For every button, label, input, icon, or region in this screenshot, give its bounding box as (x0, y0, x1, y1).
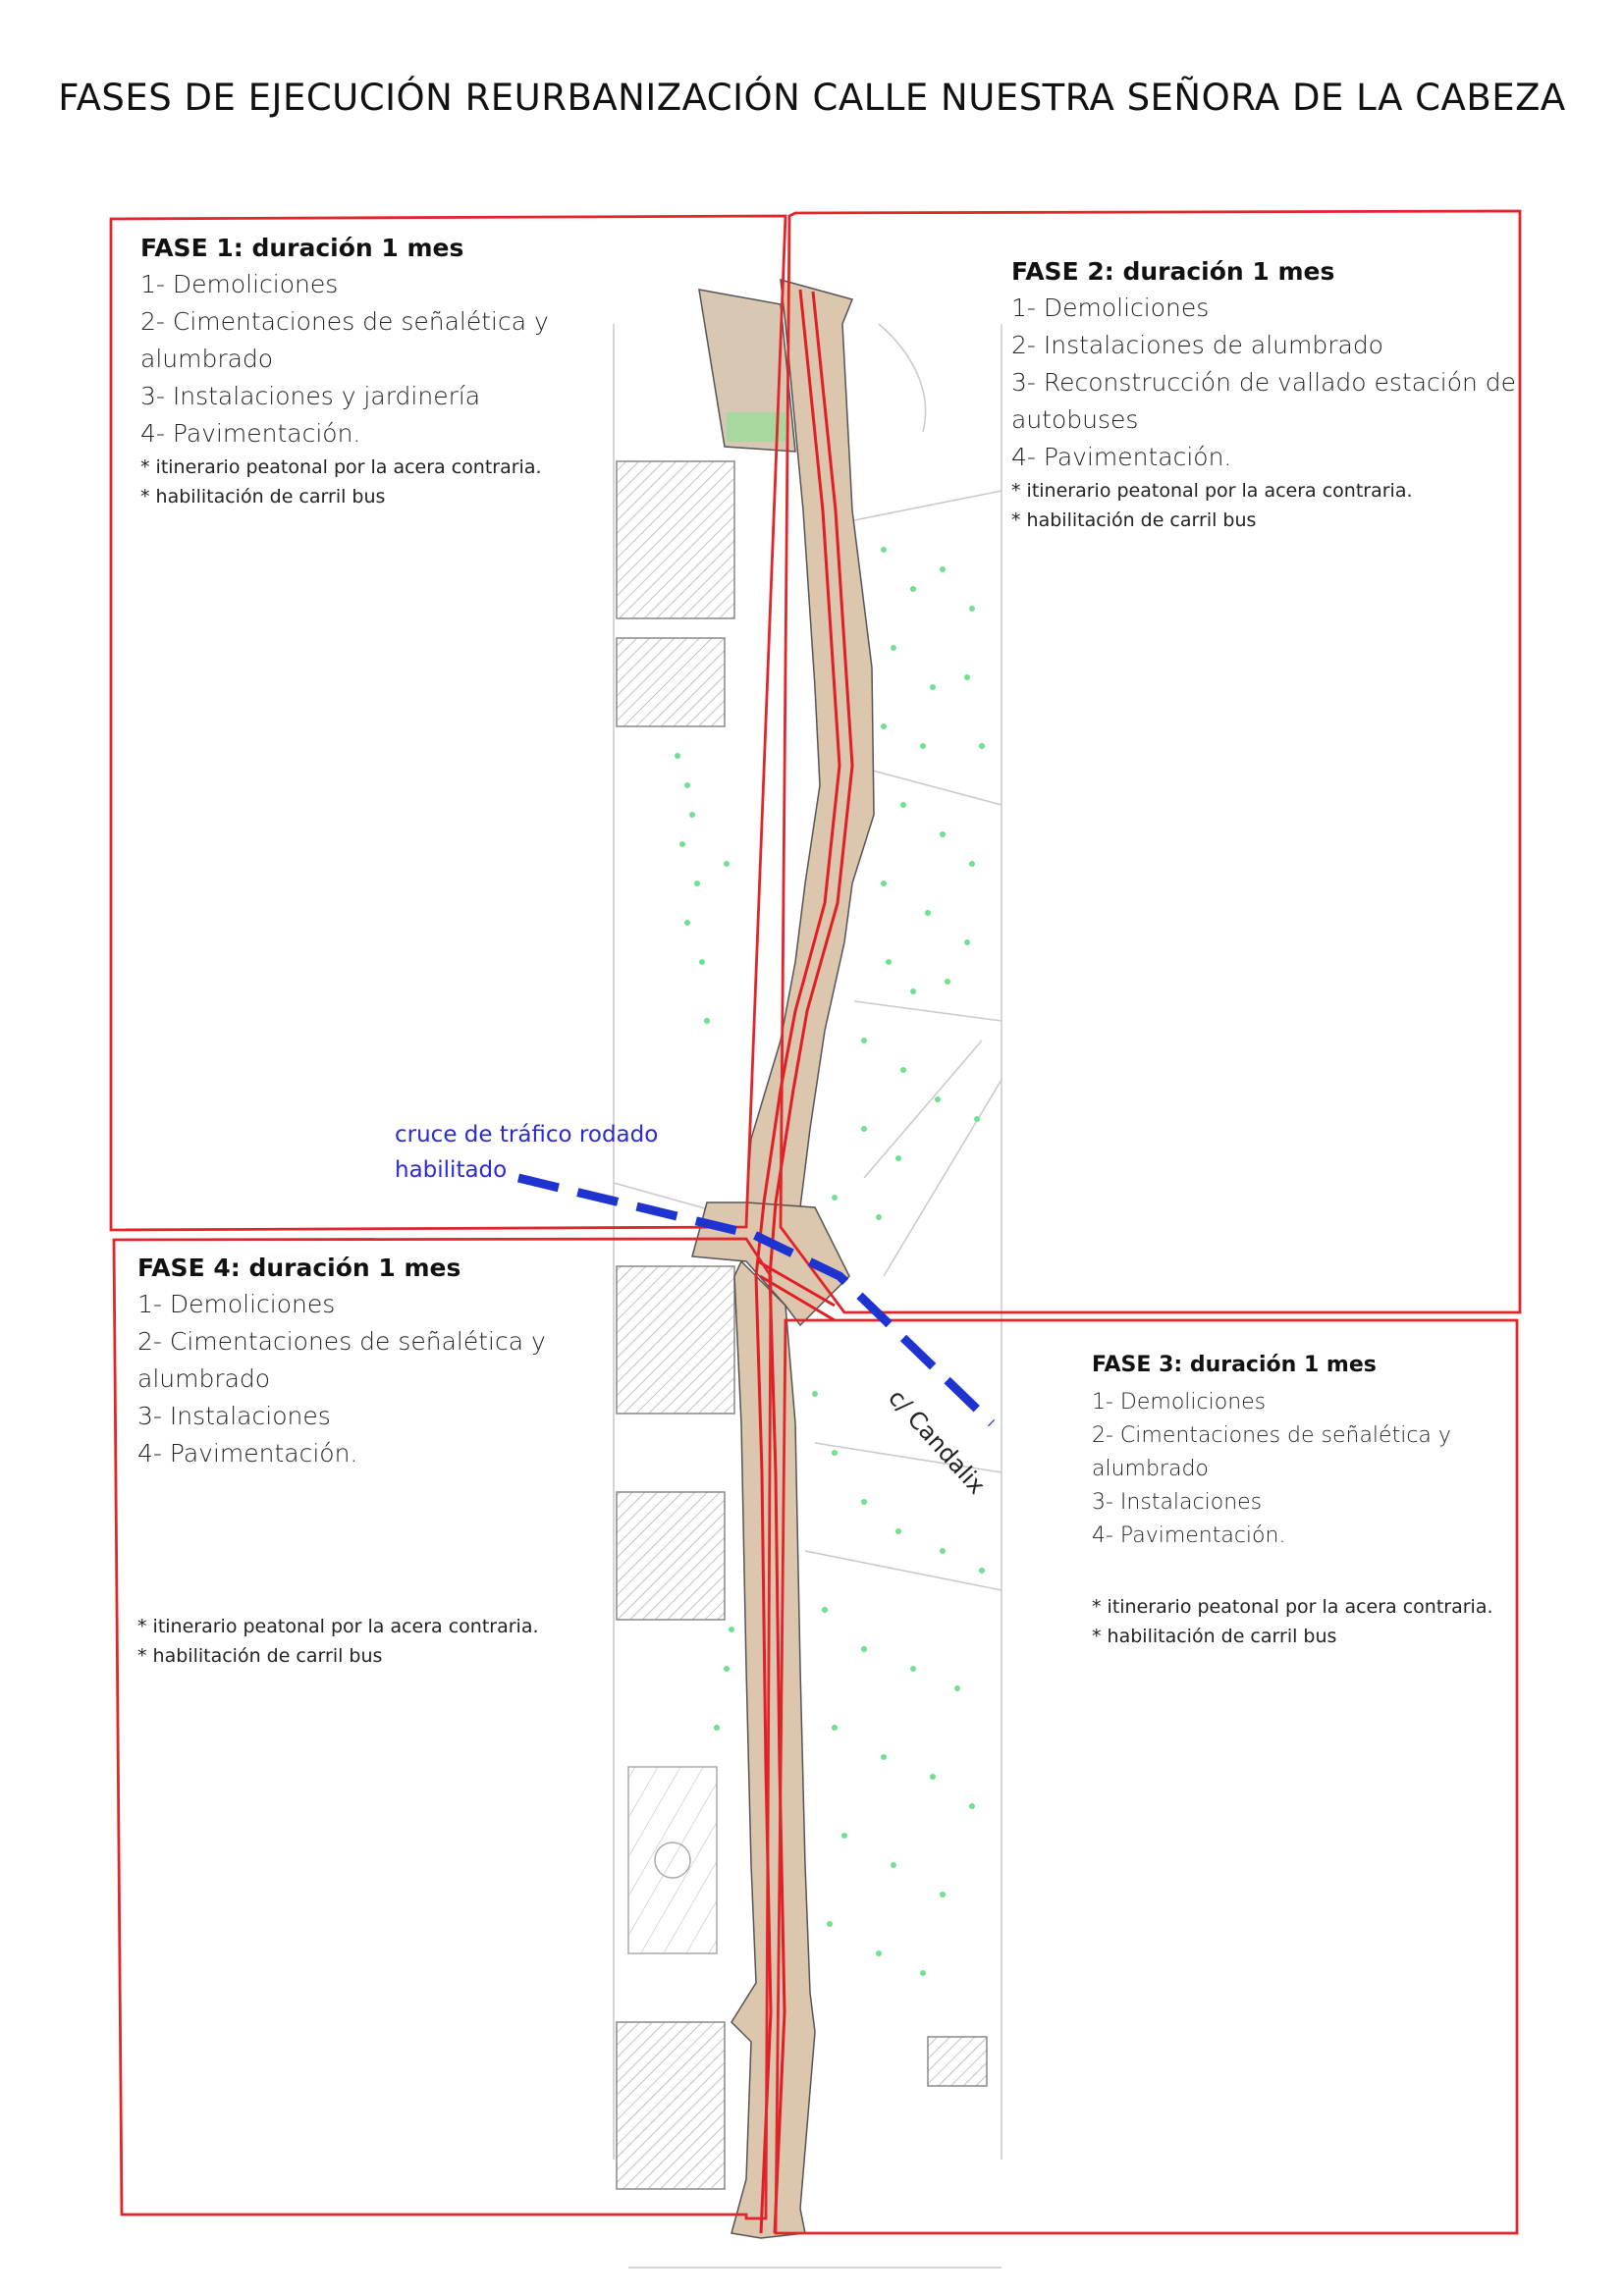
phase-4-task: 3- Instalaciones (137, 1402, 331, 1430)
phase-1-task: 2- Cimentaciones de señalética y (140, 307, 549, 336)
phase-3-task: 1- Demoliciones (1092, 1390, 1267, 1415)
phase-3-task: 4- Pavimentación. (1092, 1523, 1286, 1548)
crossing-label-line: habilitado (395, 1157, 508, 1183)
phase-1-text (140, 234, 549, 511)
phase-1-note: * itinerario peatonal por la acera contraria. (140, 456, 542, 478)
phase-4-task: 4- Pavimentación. (137, 1439, 358, 1468)
phase-3-note: * itinerario peatonal por la acera contraria. (1092, 1596, 1493, 1618)
phase-3-heading: FASE 3: duración 1 mes (1092, 1353, 1377, 1377)
phase-3-note: * habilitación de carril bus (1092, 1626, 1337, 1647)
phase-4-text (137, 1254, 546, 1671)
page-title: FASES DE EJECUCIÓN REURBANIZACIÓN CALLE NUESTRA SEÑORA DE LA CABEZA (58, 77, 1566, 119)
phase-3-text (1092, 1349, 1493, 1651)
phase-4-note: * itinerario peatonal por la acera contraria. (137, 1616, 539, 1637)
phase-4-heading: FASE 4: duración 1 mes (137, 1254, 461, 1282)
phase-4-task: 1- Demoliciones (137, 1290, 336, 1318)
phase-3-task: 2- Cimentaciones de señalética y (1092, 1423, 1451, 1448)
sports-court (628, 1767, 717, 1953)
phase-1-note: * habilitación de carril bus (140, 486, 386, 507)
phase-4-note: * habilitación de carril bus (137, 1645, 383, 1667)
phase-2-note: * itinerario peatonal por la acera contraria. (1011, 480, 1413, 502)
phase-2-text (1011, 257, 1516, 535)
phase-1-task: 1- Demoliciones (140, 270, 339, 298)
street-label-candalix: c/ Candalix (883, 1384, 992, 1500)
phase-3-task: 3- Instalaciones (1092, 1490, 1263, 1515)
phase-1-task: 3- Instalaciones y jardinería (140, 382, 481, 410)
crossing-label (395, 1117, 658, 1188)
phase-4-task: alumbrado (137, 1364, 271, 1393)
phase-3-task: alumbrado (1092, 1457, 1209, 1481)
phase-1-task: alumbrado (140, 345, 274, 373)
phase-1-task: 4- Pavimentación. (140, 419, 361, 448)
crossing-label-line: cruce de tráfico rodado (395, 1122, 659, 1148)
phase-2-task: 1- Demoliciones (1011, 294, 1210, 322)
phase-2-note: * habilitación de carril bus (1011, 509, 1257, 531)
phase-2-heading: FASE 2: duración 1 mes (1011, 257, 1335, 286)
phase-2-task: autobuses (1011, 405, 1139, 434)
phase-1-heading: FASE 1: duración 1 mes (140, 234, 464, 262)
phase-2-task: 4- Pavimentación. (1011, 443, 1232, 471)
phase-2-task: 2- Instalaciones de alumbrado (1011, 331, 1383, 359)
phase-4-task: 2- Cimentaciones de señalética y (137, 1327, 546, 1356)
phase-2-task: 3- Reconstrucción de vallado estación de (1011, 368, 1517, 397)
